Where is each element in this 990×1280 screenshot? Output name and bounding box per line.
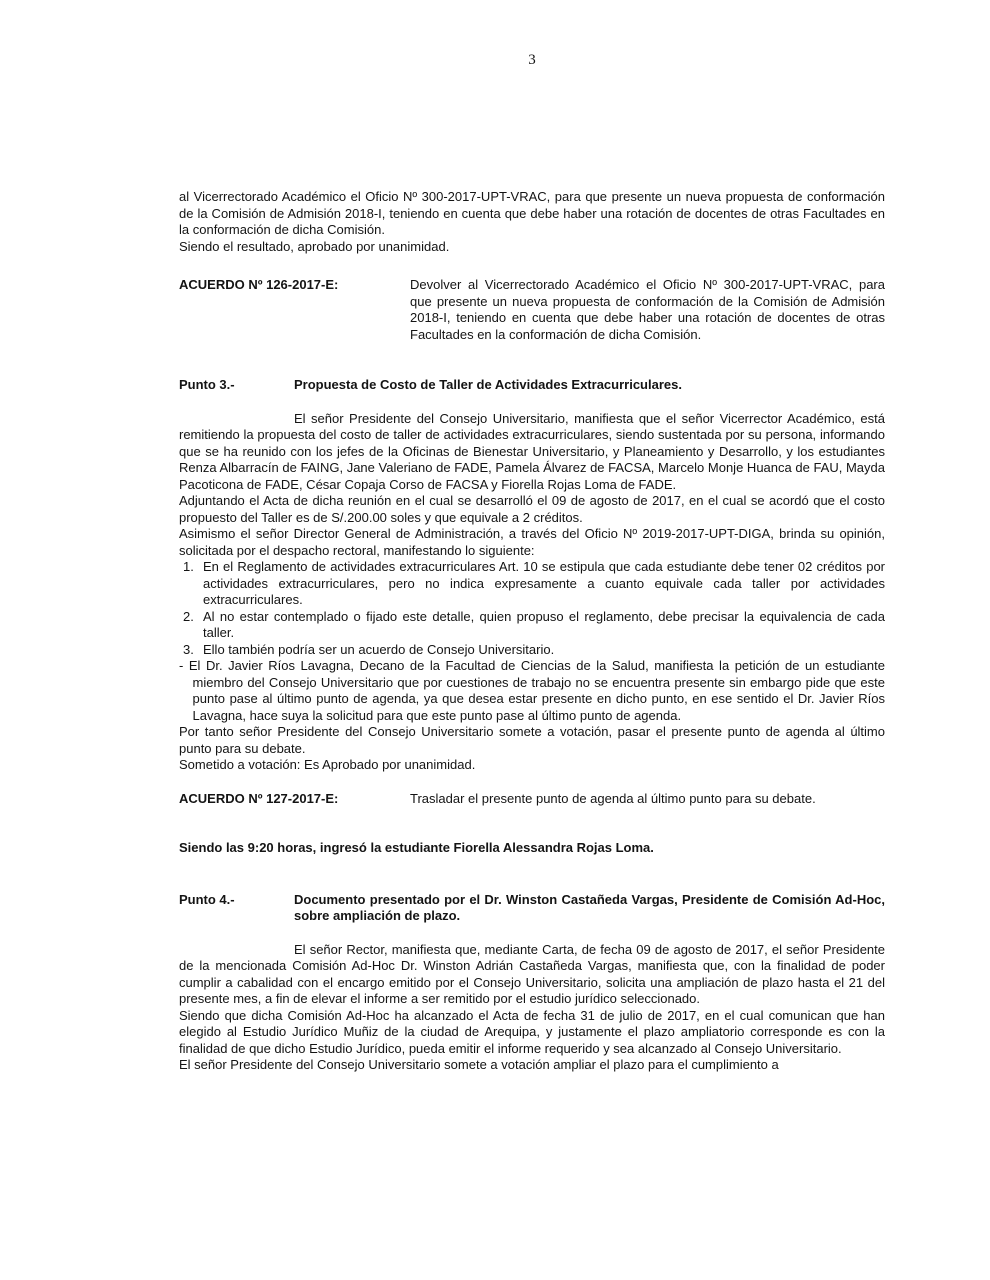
acuerdo-126-label: ACUERDO Nº 126-2017-E:	[179, 277, 339, 292]
punto-3-heading	[179, 377, 885, 394]
intro-result-line: Siendo el resultado, aprobado por unanimidad.	[179, 238, 450, 254]
punto-3-paragraph-2: Adjuntando el Acta de dicha reunión en el cual se desarrolló el 09 de agosto de 2017, en el cual se acordó que el costo propuesto del Taller es de S/.200.00 soles y que equivale a 2 créditos.	[179, 493, 885, 525]
document-content	[179, 0, 885, 1074]
punto-4-paragraph-3: El señor Presidente del Consejo Universitario somete a votación ampliar el plazo para el cumplimiento a	[179, 1057, 779, 1072]
punto-3-paragraph-1: El señor Presidente del Consejo Universitario, manifiesta que el señor Vicerrector Académico, está remitiendo la propuesta del costo de taller de actividades extracurriculares, siendo sustentada por su persona, informando que se ha reunido con los jefes de la Oficinas de Bienestar Universitario, y Planeamiento y Desarrollo, y los estudiantes Renza Albarracín de FAING, Jane Valeriano de FADE, Pamela Álvarez de FACSA, Marcelo Monje Huanca de FAU, Mayda Pacoticona de FADE, César Copaja Corso de FACSA y Fiorella Rojas Loma de FADE.	[179, 410, 885, 492]
punto-4-heading	[179, 892, 885, 925]
punto-3-label: Punto 3.-	[179, 377, 235, 392]
list-item-text: Al no estar contemplado o fijado este detalle, quien propuso el reglamento, debe precisar la equivalencia de cada taller.	[203, 608, 885, 640]
event-line: Siendo las 9:20 horas, ingresó la estudiante Fiorella Alessandra Rojas Loma.	[179, 840, 654, 855]
dash-list-item: - El Dr. Javier Ríos Lavagna, Decano de la Facultad de Ciencias de la Salud, manifiesta la petición de un estudiante miembro del Consejo Universitario que por cuestiones de trabajo no se encuentra presente sin embargo pide que este punto pase al último punto de agenda, ya que desea estar presente en dicho punto, en ese sentido el Dr. Javier Ríos Lavagna, hace suya la solicitud para que este punto pase al último punto de agenda.	[179, 658, 885, 723]
list-item-number: 1.	[183, 559, 194, 574]
numbered-list-item-2	[179, 609, 885, 642]
numbered-list-item-3	[179, 642, 885, 659]
punto-4-paragraph-1: El señor Rector, manifiesta que, mediante Carta, de fecha 09 de agosto de 2017, el señor Presidente de la mencionada Comisión Ad-Hoc Dr. Winston Adrián Castañeda Vargas, manifiesta que, con la finalidad de poder cumplir a cabalidad con el encargo emitido por el Consejo Universitario, solicita una ampliación de plazo hasta el 21 del presente mes, a fin de elevar el informe a ser remitido por el estudio jurídico seleccionado.	[179, 941, 885, 1006]
punto-3-title: Propuesta de Costo de Taller de Actividades Extracurriculares.	[294, 377, 682, 392]
punto-3-paragraph-3: Asimismo el señor Director General de Administración, a través del Oficio Nº 2019-2017-UPT-DIGA, brinda su opinión, solicitada por el despacho rectoral, manifestando lo siguiente:	[179, 526, 885, 558]
punto-4-label: Punto 4.-	[179, 891, 235, 907]
punto-4-title: Documento presentado por el Dr. Winston Castañeda Vargas, Presidente de Comisión Ad-Hoc, sobre ampliación de plazo.	[294, 891, 885, 923]
acuerdo-127-block	[179, 791, 885, 808]
acuerdo-126-block	[179, 277, 885, 343]
acuerdo-127-label: ACUERDO Nº 127-2017-E:	[179, 790, 339, 806]
punto-3-paragraph-4: Por tanto señor Presidente del Consejo Universitario somete a votación, pasar el presente punto de agenda al último punto para su debate.	[179, 724, 885, 756]
punto-3-vote-result: Sometido a votación: Es Aprobado por unanimidad.	[179, 757, 476, 772]
page-number: 3	[528, 52, 536, 68]
list-item-number: 2.	[183, 608, 194, 624]
numbered-list-item-1	[179, 559, 885, 609]
list-item-text: Ello también podría ser un acuerdo de Consejo Universitario.	[203, 641, 555, 657]
acuerdo-127-text: Trasladar el presente punto de agenda al último punto para su debate.	[410, 790, 816, 806]
list-item-text: En el Reglamento de actividades extracurriculares Art. 10 se estipula que cada estudiante debe tener 02 créditos por actividades extracurriculares, pero no indica expresamente a cuanto equivale cada taller por actividades extracurriculares.	[203, 559, 885, 607]
intro-paragraph: al Vicerrectorado Académico el Oficio Nº 300-2017-UPT-VRAC, para que presente un nueva propuesta de conformación de la Comisión de Admisión 2018-I, teniendo en cuenta que debe haber una rotación de docentes de otras Facultades en la conformación de dicha Comisión.	[179, 189, 885, 237]
punto-4-paragraph-2: Siendo que dicha Comisión Ad-Hoc ha alcanzado el Acta de fecha 31 de julio de 2017, en el cual comunican que han elegido al Estudio Jurídico Muñiz de la ciudad de Arequipa, y justamente el plazo ampliatorio corresponde es con la finalidad de que dicho Estudio Jurídico, pueda emitir el informe requerido y sea alcanzado al Consejo Universitario.	[179, 1007, 885, 1056]
list-item-number: 3.	[183, 641, 194, 657]
acuerdo-126-text: Devolver al Vicerrectorado Académico el Oficio Nº 300-2017-UPT-VRAC, para que presente un nueva propuesta de conformación de la Comisión de Admisión 2018-I, teniendo en cuenta que debe haber una rotación de docentes de otras Facultades en la conformación de dicha Comisión.	[410, 277, 885, 342]
